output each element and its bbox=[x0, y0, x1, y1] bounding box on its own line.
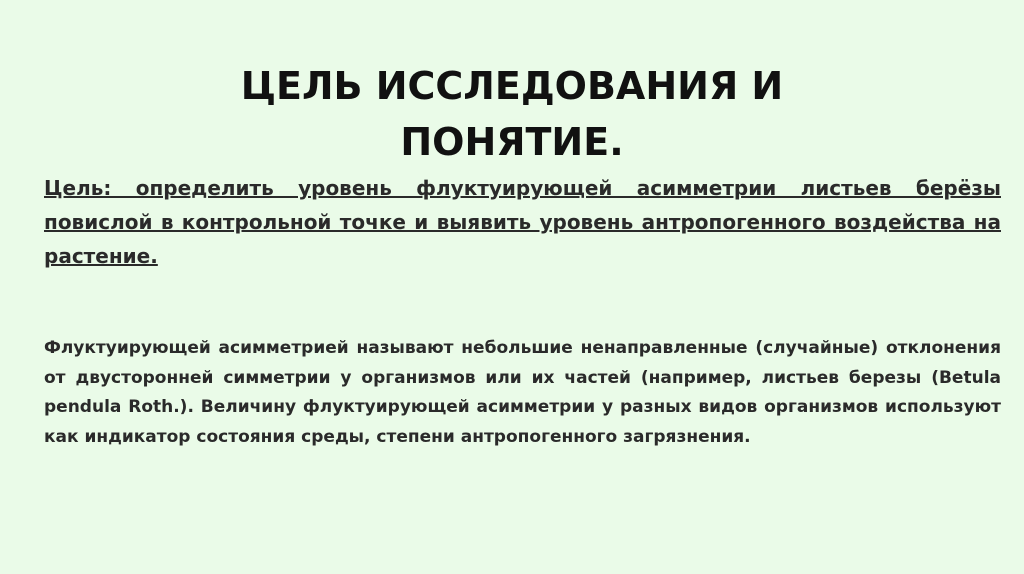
slide-title-line-1: ЦЕЛЬ ИССЛЕДОВАНИЯ И bbox=[240, 64, 784, 108]
slide-title bbox=[0, 58, 1024, 170]
definition-paragraph: Флуктуирующей асимметрией называют небольшие ненаправленные (случайные) отклонения от двусторонней симметрии у организмов или их частей (например, листьев березы (Betula pendula Roth.). Величину флуктуирующей асимметрии у разных видов организмов используют как индикатор состояния среды, степени антропогенного загрязнения. bbox=[44, 338, 1001, 447]
slide-title-line-2: ПОНЯТИЕ. bbox=[400, 120, 624, 164]
goal-paragraph: Цель: определить уровень флуктуирующей асимметрии листьев берёзы повислой в контрольной точке и выявить уровень антропогенного воздейства на растение. bbox=[44, 176, 1001, 268]
